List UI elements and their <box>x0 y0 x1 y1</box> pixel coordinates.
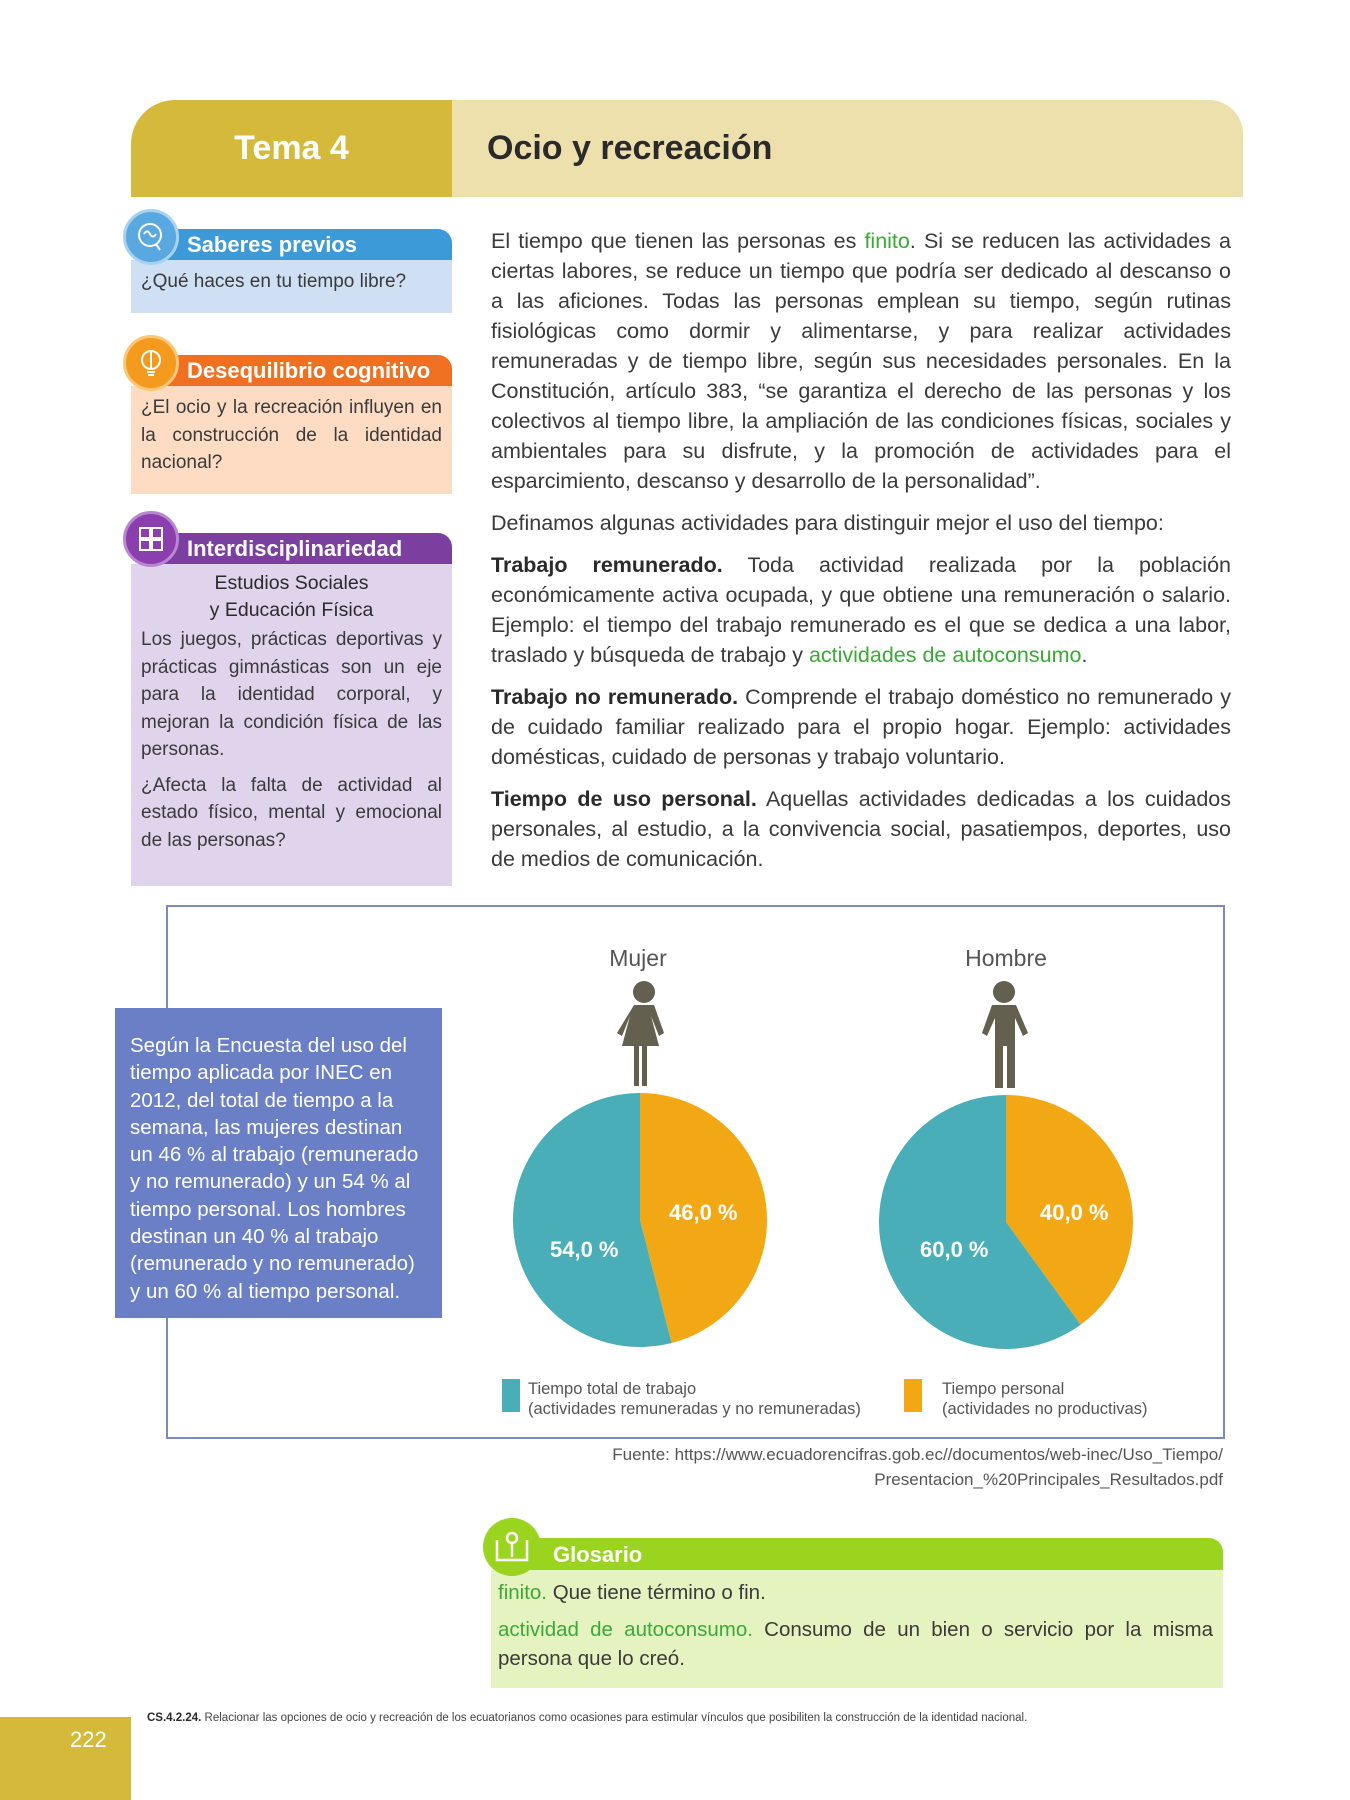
glosario-title: Glosario <box>521 1538 1223 1570</box>
glossary-definition: Consumo de un bien o servicio por la misma persona que lo creó. <box>498 1618 1213 1670</box>
legend-line: (actividades remuneradas y no remuneradas) <box>528 1400 861 1418</box>
text: Aquellas actividades dedicadas a los cuidados personales, al estudio, a la convivencia social, pasatiempos, deportes, uso de medios de comunicación. <box>491 787 1231 871</box>
legend-line: Tiempo total de trabajo <box>528 1380 697 1398</box>
page-title-text: Ocio y recreación <box>487 129 773 167</box>
legend-swatch-orange <box>904 1379 922 1412</box>
term: Trabajo no remunerado. <box>491 685 739 709</box>
source-line[interactable]: Presentacion_%20Principales_Resultados.pdf <box>874 1470 1223 1489</box>
skill-text: Relacionar las opciones de ocio y recreación de los ecuatorianos como ocasiones para estimular vínculos que posibiliten la construcción de la identidad nacional. <box>201 1712 1028 1724</box>
pie-title-hombre: Hombre <box>965 945 1047 971</box>
interdisciplinariedad-title: Interdisciplinariedad <box>161 533 452 564</box>
page-number: 222 <box>0 1717 131 1800</box>
legend-label <box>942 1379 1147 1419</box>
glossary-link-finito[interactable]: finito <box>864 229 910 253</box>
skill-criterion <box>147 1712 1027 1724</box>
pie-label-mujer-trabajo: 54,0 % <box>550 1237 619 1262</box>
pie-title-mujer: Mujer <box>609 945 667 971</box>
text: Toda actividad realizada por la población económicamente activa ocupada, y que obtiene una remuneración o salario. Ejemplo: el tiempo del trabajo remunerado es el que se dedica a una labor, traslado y búsqueda de trabajo y <box>491 553 1231 667</box>
desequilibrio-title: Desequilibrio cognitivo <box>161 355 452 386</box>
survey-info-box: Según la Encuesta del uso del tiempo aplicada por INEC en 2012, del total de tiempo a la semana, las mujeres destinan un 46 % al trabajo (remunerado y no remunerado) y un 54 % al tiempo personal. Los hombres destinan un 40 % al trabajo (remunerado y no remunerado) y un 60 % al tiempo personal. <box>115 1008 442 1318</box>
glossary-entry <box>498 1615 1213 1673</box>
woman-icon <box>617 981 664 1086</box>
glossary-term: finito. <box>498 1581 547 1604</box>
source-line[interactable]: Fuente: https://www.ecuadorencifras.gob.ec//documentos/web-inec/Uso_Tiempo/ <box>612 1445 1223 1464</box>
saberes-previos-text: ¿Qué haces en tu tiempo libre? <box>131 260 452 313</box>
glosario-body <box>491 1570 1223 1688</box>
glossary-term: actividad de autoconsumo. <box>498 1618 753 1641</box>
text: El tiempo que tienen las personas es <box>491 229 865 253</box>
legend-item-trabajo <box>502 1379 861 1419</box>
term: Trabajo remunerado. <box>491 553 723 577</box>
term: Tiempo de uso personal. <box>491 787 757 811</box>
source-citation <box>612 1442 1223 1492</box>
pie-label-hombre-personal: 40,0 % <box>1040 1200 1109 1225</box>
legend-item-personal <box>904 1379 1147 1419</box>
book-magnifier-icon <box>483 1518 541 1576</box>
text: Comprende el trabajo doméstico no remunerado y de cuidado familiar realizado para el propio hogar. Ejemplo: actividades domésticas, cuidado de personas y trabajo voluntario. <box>491 685 1231 769</box>
man-icon <box>982 981 1028 1088</box>
pie-label-mujer-personal: 46,0 % <box>669 1200 738 1225</box>
topic-label-text: Tema 4 <box>234 129 349 167</box>
interdisciplinariedad-question: ¿Afecta la falta de actividad al estado físico, mental y emocional de las personas? <box>141 774 442 851</box>
legend-swatch-teal <box>502 1379 520 1412</box>
glossary-entry <box>498 1578 1213 1607</box>
legend-line: Tiempo personal <box>942 1380 1065 1398</box>
text: . <box>1081 643 1088 667</box>
glosario-box <box>491 1538 1223 1688</box>
saberes-previos-title: Saberes previos <box>161 229 452 260</box>
skill-code: CS.4.2.24. <box>147 1712 202 1724</box>
text: . Si se reducen las actividades a ciertas labores, se reduce un tiempo que podría ser dedicado al descanso o a las aficiones. Todas las personas emplean su tiempo, según rutinas fisiológicas como dormir y alimentarse, y para realizar actividades remuneradas y de tiempo libre, según sus necesidades personales. En la Constitución, artículo 383, “se garantiza el derecho de las personas y los colectivos al tiempo libre, la ampliación de las condiciones físicas, sociales y ambientales para su disfrute, y la promoción de actividades para el esparcimiento, descanso y desarrollo de la personalidad”. <box>491 229 1231 493</box>
glossary-definition: Que tiene término o fin. <box>547 1581 766 1604</box>
legend-label <box>528 1379 861 1419</box>
glossary-link-autoconsumo[interactable]: actividades de autoconsumo <box>808 643 1082 667</box>
interdisciplinariedad-text: Los juegos, prácticas deportivas y prácticas gimnásticas son un eje para la identidad corporal, y mejoran la condición física de las personas. <box>141 629 442 760</box>
pie-label-hombre-trabajo: 60,0 % <box>920 1237 989 1262</box>
subtitle-line-2: y Educación Física <box>209 599 374 621</box>
desequilibrio-text: ¿El ocio y la recreación influyen en la construcción de la identidad nacional? <box>131 386 452 494</box>
definitions-intro: Definamos algunas actividades para distinguir mejor el uso del tiempo: <box>491 511 1164 535</box>
legend-line: (actividades no productivas) <box>942 1400 1148 1418</box>
subtitle-line-1: Estudios Sociales <box>214 572 369 594</box>
